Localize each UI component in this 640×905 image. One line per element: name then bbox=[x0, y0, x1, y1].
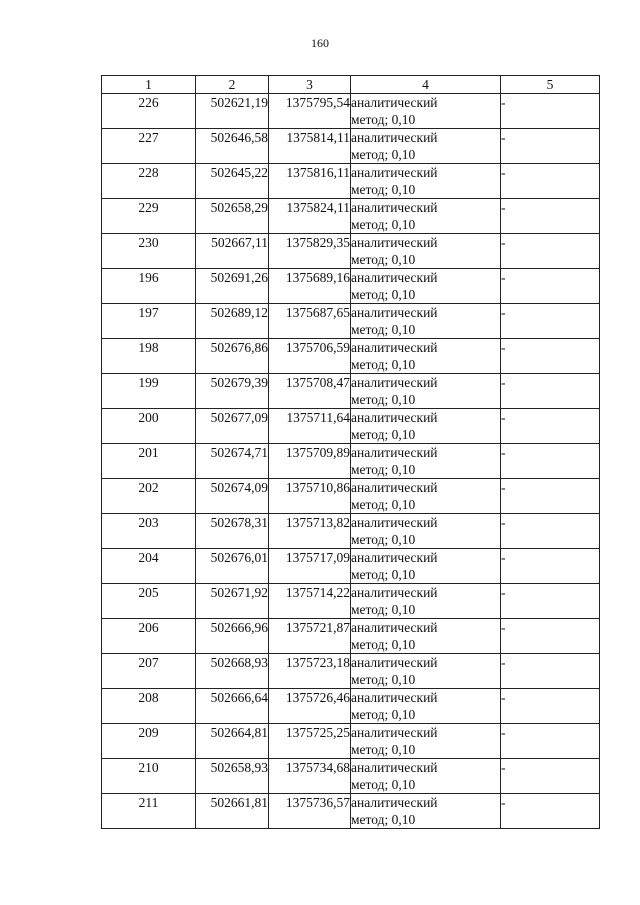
column-header-2: 2 bbox=[196, 76, 269, 94]
method-accuracy: метод; 0,10 bbox=[351, 287, 416, 302]
column-5-cell: - bbox=[501, 94, 600, 129]
method-accuracy: метод; 0,10 bbox=[351, 252, 416, 267]
method-cell bbox=[351, 619, 501, 654]
method-name: аналитический bbox=[351, 445, 438, 460]
method-accuracy: метод; 0,10 bbox=[351, 427, 416, 442]
x-coordinate-cell: 502671,92 bbox=[196, 584, 269, 619]
method-cell bbox=[351, 339, 501, 374]
method-cell bbox=[351, 654, 501, 689]
column-5-cell: - bbox=[501, 619, 600, 654]
method-name: аналитический bbox=[351, 375, 438, 390]
point-number-cell: 202 bbox=[102, 479, 196, 514]
y-coordinate-cell: 1375795,54 bbox=[269, 94, 351, 129]
x-coordinate-cell: 502691,26 bbox=[196, 269, 269, 304]
y-coordinate-cell: 1375814,11 bbox=[269, 129, 351, 164]
table-row bbox=[102, 234, 600, 269]
method-cell bbox=[351, 234, 501, 269]
table-row bbox=[102, 199, 600, 234]
y-coordinate-cell: 1375717,09 bbox=[269, 549, 351, 584]
method-accuracy: метод; 0,10 bbox=[351, 742, 416, 757]
table-row bbox=[102, 444, 600, 479]
table-row bbox=[102, 269, 600, 304]
point-number-cell: 226 bbox=[102, 94, 196, 129]
x-coordinate-cell: 502679,39 bbox=[196, 374, 269, 409]
method-cell bbox=[351, 374, 501, 409]
x-coordinate-cell: 502677,09 bbox=[196, 409, 269, 444]
method-accuracy: метод; 0,10 bbox=[351, 217, 416, 232]
column-5-cell: - bbox=[501, 164, 600, 199]
table-row bbox=[102, 304, 600, 339]
point-number-cell: 228 bbox=[102, 164, 196, 199]
table-row bbox=[102, 759, 600, 794]
method-cell bbox=[351, 199, 501, 234]
y-coordinate-cell: 1375726,46 bbox=[269, 689, 351, 724]
x-coordinate-cell: 502661,81 bbox=[196, 794, 269, 829]
method-name: аналитический bbox=[351, 725, 438, 740]
method-cell bbox=[351, 444, 501, 479]
method-name: аналитический bbox=[351, 515, 438, 530]
y-coordinate-cell: 1375723,18 bbox=[269, 654, 351, 689]
table-row bbox=[102, 654, 600, 689]
header-row bbox=[102, 76, 600, 94]
column-5-cell: - bbox=[501, 549, 600, 584]
column-5-cell: - bbox=[501, 234, 600, 269]
point-number-cell: 210 bbox=[102, 759, 196, 794]
method-name: аналитический bbox=[351, 620, 438, 635]
method-accuracy: метод; 0,10 bbox=[351, 182, 416, 197]
x-coordinate-cell: 502678,31 bbox=[196, 514, 269, 549]
column-5-cell: - bbox=[501, 584, 600, 619]
x-coordinate-cell: 502676,01 bbox=[196, 549, 269, 584]
table-row bbox=[102, 164, 600, 199]
method-cell bbox=[351, 724, 501, 759]
x-coordinate-cell: 502621,19 bbox=[196, 94, 269, 129]
y-coordinate-cell: 1375687,65 bbox=[269, 304, 351, 339]
method-name: аналитический bbox=[351, 410, 438, 425]
method-cell bbox=[351, 304, 501, 339]
x-coordinate-cell: 502674,71 bbox=[196, 444, 269, 479]
table-row bbox=[102, 94, 600, 129]
point-number-cell: 200 bbox=[102, 409, 196, 444]
table-row bbox=[102, 689, 600, 724]
y-coordinate-cell: 1375736,57 bbox=[269, 794, 351, 829]
column-5-cell: - bbox=[501, 269, 600, 304]
method-accuracy: метод; 0,10 bbox=[351, 567, 416, 582]
x-coordinate-cell: 502658,93 bbox=[196, 759, 269, 794]
point-number-cell: 229 bbox=[102, 199, 196, 234]
point-number-cell: 211 bbox=[102, 794, 196, 829]
y-coordinate-cell: 1375816,11 bbox=[269, 164, 351, 199]
column-5-cell: - bbox=[501, 409, 600, 444]
method-accuracy: метод; 0,10 bbox=[351, 497, 416, 512]
point-number-cell: 208 bbox=[102, 689, 196, 724]
y-coordinate-cell: 1375708,47 bbox=[269, 374, 351, 409]
y-coordinate-cell: 1375709,89 bbox=[269, 444, 351, 479]
column-5-cell: - bbox=[501, 479, 600, 514]
method-accuracy: метод; 0,10 bbox=[351, 637, 416, 652]
method-name: аналитический bbox=[351, 200, 438, 215]
x-coordinate-cell: 502676,86 bbox=[196, 339, 269, 374]
column-header-5: 5 bbox=[501, 76, 600, 94]
method-name: аналитический bbox=[351, 340, 438, 355]
column-5-cell: - bbox=[501, 129, 600, 164]
method-cell bbox=[351, 129, 501, 164]
method-cell bbox=[351, 794, 501, 829]
column-5-cell: - bbox=[501, 689, 600, 724]
column-5-cell: - bbox=[501, 444, 600, 479]
point-number-cell: 230 bbox=[102, 234, 196, 269]
method-cell bbox=[351, 759, 501, 794]
x-coordinate-cell: 502666,64 bbox=[196, 689, 269, 724]
column-header-4: 4 bbox=[351, 76, 501, 94]
table-row bbox=[102, 129, 600, 164]
table-row bbox=[102, 374, 600, 409]
table-row bbox=[102, 794, 600, 829]
column-5-cell: - bbox=[501, 199, 600, 234]
page-number: 160 bbox=[311, 36, 329, 50]
column-header-3: 3 bbox=[269, 76, 351, 94]
y-coordinate-cell: 1375710,86 bbox=[269, 479, 351, 514]
method-name: аналитический bbox=[351, 305, 438, 320]
point-number-cell: 206 bbox=[102, 619, 196, 654]
y-coordinate-cell: 1375725,25 bbox=[269, 724, 351, 759]
table-header bbox=[102, 76, 600, 94]
method-accuracy: метод; 0,10 bbox=[351, 707, 416, 722]
method-cell bbox=[351, 269, 501, 304]
point-number-cell: 204 bbox=[102, 549, 196, 584]
method-cell bbox=[351, 164, 501, 199]
method-name: аналитический bbox=[351, 585, 438, 600]
method-cell bbox=[351, 94, 501, 129]
x-coordinate-cell: 502668,93 bbox=[196, 654, 269, 689]
column-5-cell: - bbox=[501, 759, 600, 794]
method-accuracy: метод; 0,10 bbox=[351, 147, 416, 162]
point-number-cell: 197 bbox=[102, 304, 196, 339]
x-coordinate-cell: 502674,09 bbox=[196, 479, 269, 514]
y-coordinate-cell: 1375689,16 bbox=[269, 269, 351, 304]
x-coordinate-cell: 502689,12 bbox=[196, 304, 269, 339]
y-coordinate-cell: 1375706,59 bbox=[269, 339, 351, 374]
point-number-cell: 227 bbox=[102, 129, 196, 164]
y-coordinate-cell: 1375711,64 bbox=[269, 409, 351, 444]
method-cell bbox=[351, 514, 501, 549]
y-coordinate-cell: 1375829,35 bbox=[269, 234, 351, 269]
y-coordinate-cell: 1375714,22 bbox=[269, 584, 351, 619]
table-row bbox=[102, 619, 600, 654]
point-number-cell: 205 bbox=[102, 584, 196, 619]
y-coordinate-cell: 1375721,87 bbox=[269, 619, 351, 654]
point-number-cell: 209 bbox=[102, 724, 196, 759]
method-accuracy: метод; 0,10 bbox=[351, 602, 416, 617]
x-coordinate-cell: 502667,11 bbox=[196, 234, 269, 269]
column-5-cell: - bbox=[501, 654, 600, 689]
method-name: аналитический bbox=[351, 760, 438, 775]
method-name: аналитический bbox=[351, 95, 438, 110]
x-coordinate-cell: 502646,58 bbox=[196, 129, 269, 164]
method-accuracy: метод; 0,10 bbox=[351, 462, 416, 477]
method-name: аналитический bbox=[351, 235, 438, 250]
column-5-cell: - bbox=[501, 794, 600, 829]
y-coordinate-cell: 1375713,82 bbox=[269, 514, 351, 549]
y-coordinate-cell: 1375734,68 bbox=[269, 759, 351, 794]
column-5-cell: - bbox=[501, 374, 600, 409]
method-name: аналитический bbox=[351, 480, 438, 495]
method-name: аналитический bbox=[351, 270, 438, 285]
x-coordinate-cell: 502645,22 bbox=[196, 164, 269, 199]
y-coordinate-cell: 1375824,11 bbox=[269, 199, 351, 234]
method-cell bbox=[351, 584, 501, 619]
point-number-cell: 201 bbox=[102, 444, 196, 479]
point-number-cell: 207 bbox=[102, 654, 196, 689]
method-name: аналитический bbox=[351, 165, 438, 180]
x-coordinate-cell: 502664,81 bbox=[196, 724, 269, 759]
method-name: аналитический bbox=[351, 795, 438, 810]
method-cell bbox=[351, 479, 501, 514]
method-accuracy: метод; 0,10 bbox=[351, 392, 416, 407]
point-number-cell: 203 bbox=[102, 514, 196, 549]
point-number-cell: 196 bbox=[102, 269, 196, 304]
column-5-cell: - bbox=[501, 339, 600, 374]
table-row bbox=[102, 724, 600, 759]
column-5-cell: - bbox=[501, 514, 600, 549]
method-name: аналитический bbox=[351, 550, 438, 565]
table-row bbox=[102, 479, 600, 514]
column-5-cell: - bbox=[501, 304, 600, 339]
method-name: аналитический bbox=[351, 655, 438, 670]
column-header-1: 1 bbox=[102, 76, 196, 94]
method-name: аналитический bbox=[351, 130, 438, 145]
method-accuracy: метод; 0,10 bbox=[351, 777, 416, 792]
method-accuracy: метод; 0,10 bbox=[351, 357, 416, 372]
method-cell bbox=[351, 549, 501, 584]
method-cell bbox=[351, 689, 501, 724]
coordinates-table bbox=[101, 75, 600, 829]
method-name: аналитический bbox=[351, 690, 438, 705]
method-accuracy: метод; 0,10 bbox=[351, 812, 416, 827]
table-row bbox=[102, 584, 600, 619]
table-row bbox=[102, 339, 600, 374]
column-5-cell: - bbox=[501, 724, 600, 759]
method-accuracy: метод; 0,10 bbox=[351, 112, 416, 127]
x-coordinate-cell: 502658,29 bbox=[196, 199, 269, 234]
point-number-cell: 199 bbox=[102, 374, 196, 409]
method-accuracy: метод; 0,10 bbox=[351, 532, 416, 547]
table-body bbox=[102, 94, 600, 829]
table-row bbox=[102, 409, 600, 444]
table-row bbox=[102, 549, 600, 584]
point-number-cell: 198 bbox=[102, 339, 196, 374]
x-coordinate-cell: 502666,96 bbox=[196, 619, 269, 654]
table-row bbox=[102, 514, 600, 549]
method-accuracy: метод; 0,10 bbox=[351, 672, 416, 687]
method-cell bbox=[351, 409, 501, 444]
method-accuracy: метод; 0,10 bbox=[351, 322, 416, 337]
